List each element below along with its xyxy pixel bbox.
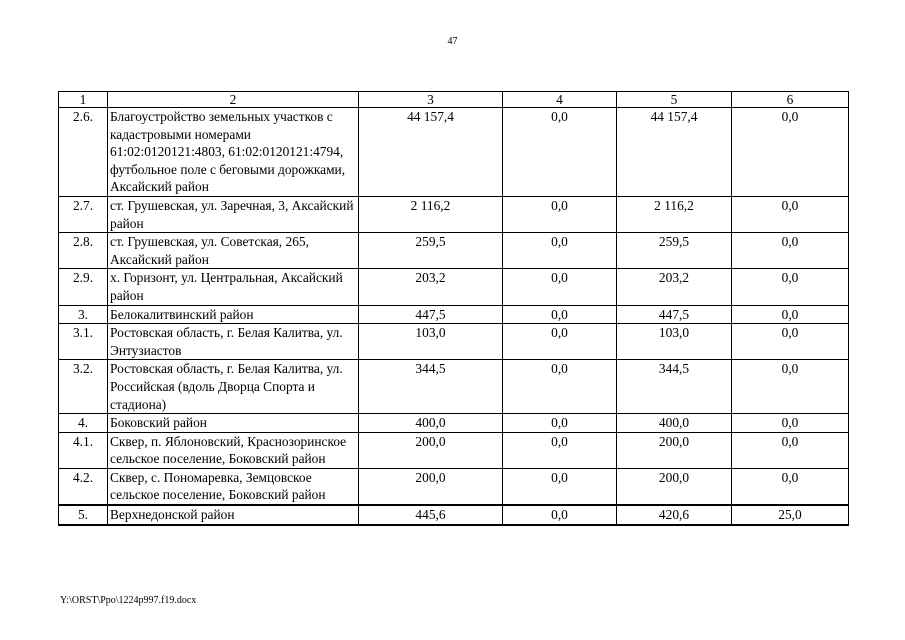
col5-value: 103,0 (617, 324, 732, 360)
row-number: 2.6. (59, 108, 108, 197)
row-number: 3.2. (59, 360, 108, 414)
col4-value: 0,0 (503, 196, 617, 232)
row-name: Сквер, п. Яблоновский, Краснозоринское сельское поселение, Боковский район (108, 432, 359, 468)
budget-table (58, 91, 849, 526)
col5-value: 203,2 (617, 269, 732, 305)
col3-value: 2 116,2 (359, 196, 503, 232)
row-name: Верхнедонской район (108, 505, 359, 525)
col3-value: 344,5 (359, 360, 503, 414)
table-row (59, 269, 849, 305)
table-row (59, 108, 849, 197)
table-row (59, 360, 849, 414)
row-number: 5. (59, 505, 108, 525)
row-name: Благоустройство земельных участков с кадастровыми номерами 61:02:0120121:4803, 61:02:0120121:4794, футбольное поле с беговыми дорожками, Аксайский район (108, 108, 359, 197)
row-name: Боковский район (108, 414, 359, 433)
col6-value: 0,0 (732, 360, 849, 414)
col3-value: 103,0 (359, 324, 503, 360)
footer-file-path: Y:\ORST\Ppo\1224p997.f19.docx (60, 595, 197, 606)
table-row (59, 505, 849, 525)
col6-value: 0,0 (732, 414, 849, 433)
table-header-row (59, 92, 849, 108)
row-name: Ростовская область, г. Белая Калитва, ул. Энтузиастов (108, 324, 359, 360)
row-name: х. Горизонт, ул. Центральная, Аксайский район (108, 269, 359, 305)
col3-value: 203,2 (359, 269, 503, 305)
row-name: ст. Грушевская, ул. Заречная, 3, Аксайский район (108, 196, 359, 232)
column-header: 3 (359, 92, 503, 108)
col6-value: 25,0 (732, 505, 849, 525)
table-row (59, 305, 849, 324)
col5-value: 400,0 (617, 414, 732, 433)
row-name: Белокалитвинский район (108, 305, 359, 324)
col3-value: 447,5 (359, 305, 503, 324)
column-header: 2 (108, 92, 359, 108)
col4-value: 0,0 (503, 269, 617, 305)
col5-value: 200,0 (617, 432, 732, 468)
row-number: 3. (59, 305, 108, 324)
row-number: 2.9. (59, 269, 108, 305)
row-number: 2.8. (59, 233, 108, 269)
col5-value: 259,5 (617, 233, 732, 269)
col5-value: 447,5 (617, 305, 732, 324)
col6-value: 0,0 (732, 324, 849, 360)
col6-value: 0,0 (732, 196, 849, 232)
row-number: 3.1. (59, 324, 108, 360)
table-row (59, 233, 849, 269)
row-number: 2.7. (59, 196, 108, 232)
col4-value: 0,0 (503, 305, 617, 324)
col5-value: 44 157,4 (617, 108, 732, 197)
table-row (59, 414, 849, 433)
page-number: 47 (447, 36, 458, 47)
col3-value: 200,0 (359, 468, 503, 505)
table-row (59, 196, 849, 232)
col3-value: 445,6 (359, 505, 503, 525)
column-header: 6 (732, 92, 849, 108)
col4-value: 0,0 (503, 233, 617, 269)
col4-value: 0,0 (503, 414, 617, 433)
col6-value: 0,0 (732, 468, 849, 505)
col4-value: 0,0 (503, 432, 617, 468)
col6-value: 0,0 (732, 305, 849, 324)
col4-value: 0,0 (503, 108, 617, 197)
col6-value: 0,0 (732, 432, 849, 468)
col3-value: 44 157,4 (359, 108, 503, 197)
column-header: 1 (59, 92, 108, 108)
row-number: 4.1. (59, 432, 108, 468)
col3-value: 200,0 (359, 432, 503, 468)
col4-value: 0,0 (503, 468, 617, 505)
row-name: ст. Грушевская, ул. Советская, 265, Аксайский район (108, 233, 359, 269)
col4-value: 0,0 (503, 360, 617, 414)
table-row (59, 468, 849, 505)
col4-value: 0,0 (503, 505, 617, 525)
col4-value: 0,0 (503, 324, 617, 360)
col5-value: 344,5 (617, 360, 732, 414)
column-header: 4 (503, 92, 617, 108)
col5-value: 200,0 (617, 468, 732, 505)
col3-value: 400,0 (359, 414, 503, 433)
row-number: 4. (59, 414, 108, 433)
col3-value: 259,5 (359, 233, 503, 269)
col6-value: 0,0 (732, 108, 849, 197)
column-header: 5 (617, 92, 732, 108)
col6-value: 0,0 (732, 233, 849, 269)
col6-value: 0,0 (732, 269, 849, 305)
table-row (59, 432, 849, 468)
col5-value: 2 116,2 (617, 196, 732, 232)
table-row (59, 324, 849, 360)
row-name: Сквер, с. Пономаревка, Земцовское сельское поселение, Боковский район (108, 468, 359, 505)
row-number: 4.2. (59, 468, 108, 505)
row-name: Ростовская область, г. Белая Калитва, ул. Российская (вдоль Дворца Спорта и стадиона) (108, 360, 359, 414)
col5-value: 420,6 (617, 505, 732, 525)
